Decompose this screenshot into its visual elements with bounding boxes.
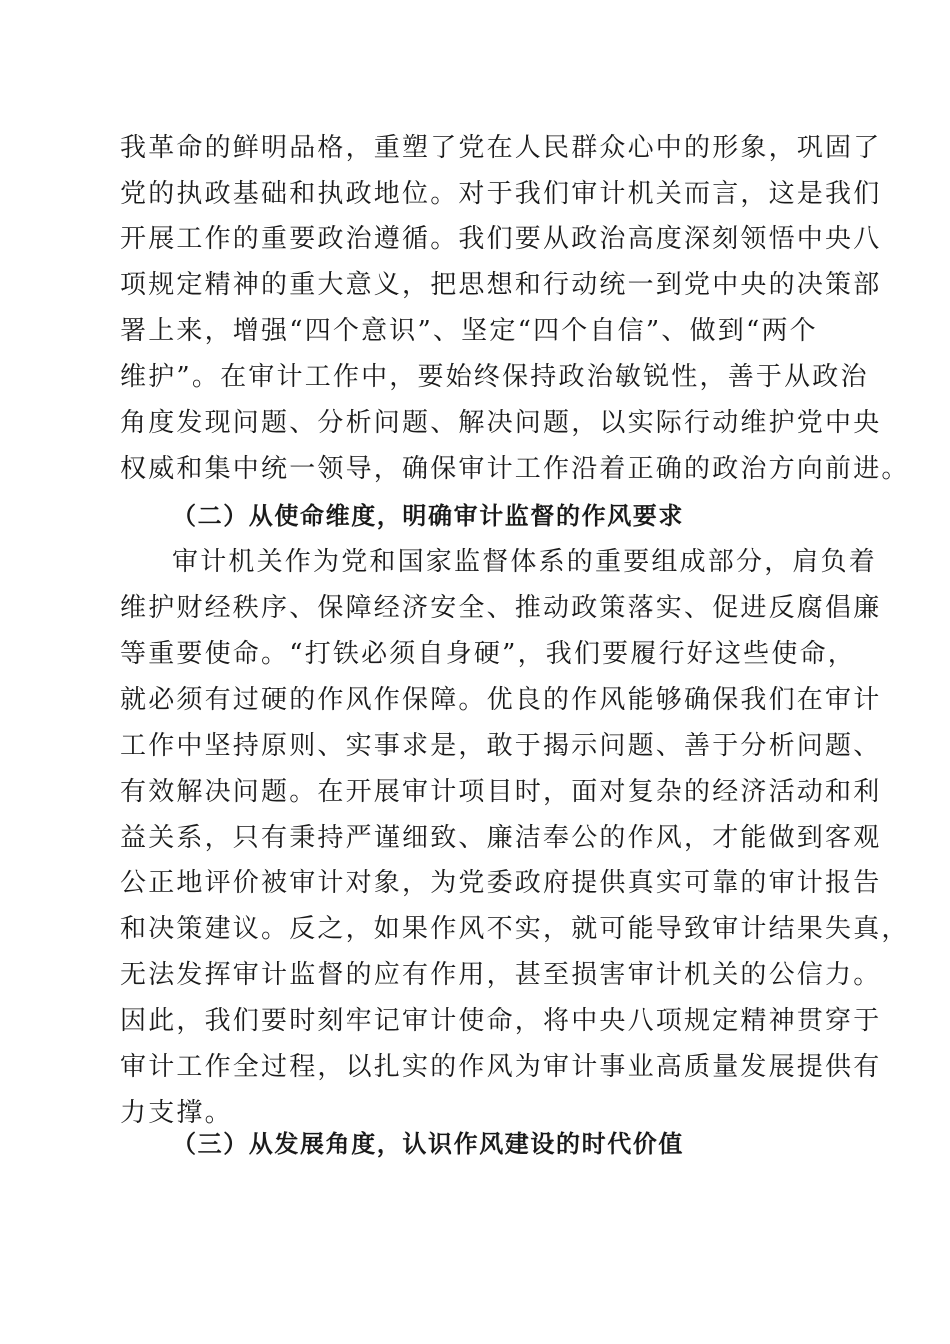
paragraph-line: 和决策建议。反之，如果作风不实，就可能导致审计结果失真， <box>120 914 910 944</box>
paragraph-line: 有效解决问题。在开展审计项目时，面对复杂的经济活动和利 <box>120 777 882 807</box>
paragraph-line: 审计工作全过程，以扎实的作风为审计事业高质量发展提供有 <box>120 1052 882 1082</box>
paragraph-line: 因此，我们要时刻牢记审计使命，将中央八项规定精神贯穿于 <box>120 1006 882 1036</box>
section-heading: （二）从使命维度，明确审计监督的作风要求 <box>172 502 684 530</box>
paragraph-line: 无法发挥审计监督的应有作用，甚至损害审计机关的公信力。 <box>120 960 882 990</box>
paragraph-line: 我革命的鲜明品格，重塑了党在人民群众心中的形象，巩固了 <box>120 133 882 163</box>
paragraph-line: 力支撑。 <box>120 1098 233 1128</box>
paragraph-line: 署上来，增强“四个意识”、坚定“四个自信”、做到“两个 <box>120 316 818 346</box>
paragraph-line: 项规定精神的重大意义，把思想和行动统一到党中央的决策部 <box>120 270 882 300</box>
paragraph-line: 开展工作的重要政治遵循。我们要从政治高度深刻领悟中央八 <box>120 224 882 254</box>
paragraph-line: 权威和集中统一领导，确保审计工作沿着正确的政治方向前进。 <box>120 454 910 484</box>
paragraph-line: 维护财经秩序、保障经济安全、推动政策落实、促进反腐倡廉 <box>120 593 882 623</box>
section-heading: （三）从发展角度，认识作风建设的时代价值 <box>172 1130 684 1158</box>
paragraph-line: 党的执政基础和执政地位。对于我们审计机关而言，这是我们 <box>120 179 882 209</box>
paragraph-line: 等重要使命。“打铁必须自身硬”，我们要履行好这些使命， <box>120 639 856 669</box>
paragraph-line: 角度发现问题、分析问题、解决问题，以实际行动维护党中央 <box>120 408 882 438</box>
paragraph-line: 工作中坚持原则、实事求是，敢于揭示问题、善于分析问题、 <box>120 731 882 761</box>
paragraph-line: 益关系，只有秉持严谨细致、廉洁奉公的作风，才能做到客观 <box>120 823 882 853</box>
paragraph-line: 公正地评价被审计对象，为党委政府提供真实可靠的审计报告 <box>120 868 882 898</box>
paragraph-line: 审计机关作为党和国家监督体系的重要组成部分，肩负着 <box>172 547 878 577</box>
paragraph-line: 维护”。在审计工作中，要始终保持政治敏锐性，善于从政治 <box>120 362 869 392</box>
paragraph-line: 就必须有过硬的作风作保障。优良的作风能够确保我们在审计 <box>120 685 882 715</box>
